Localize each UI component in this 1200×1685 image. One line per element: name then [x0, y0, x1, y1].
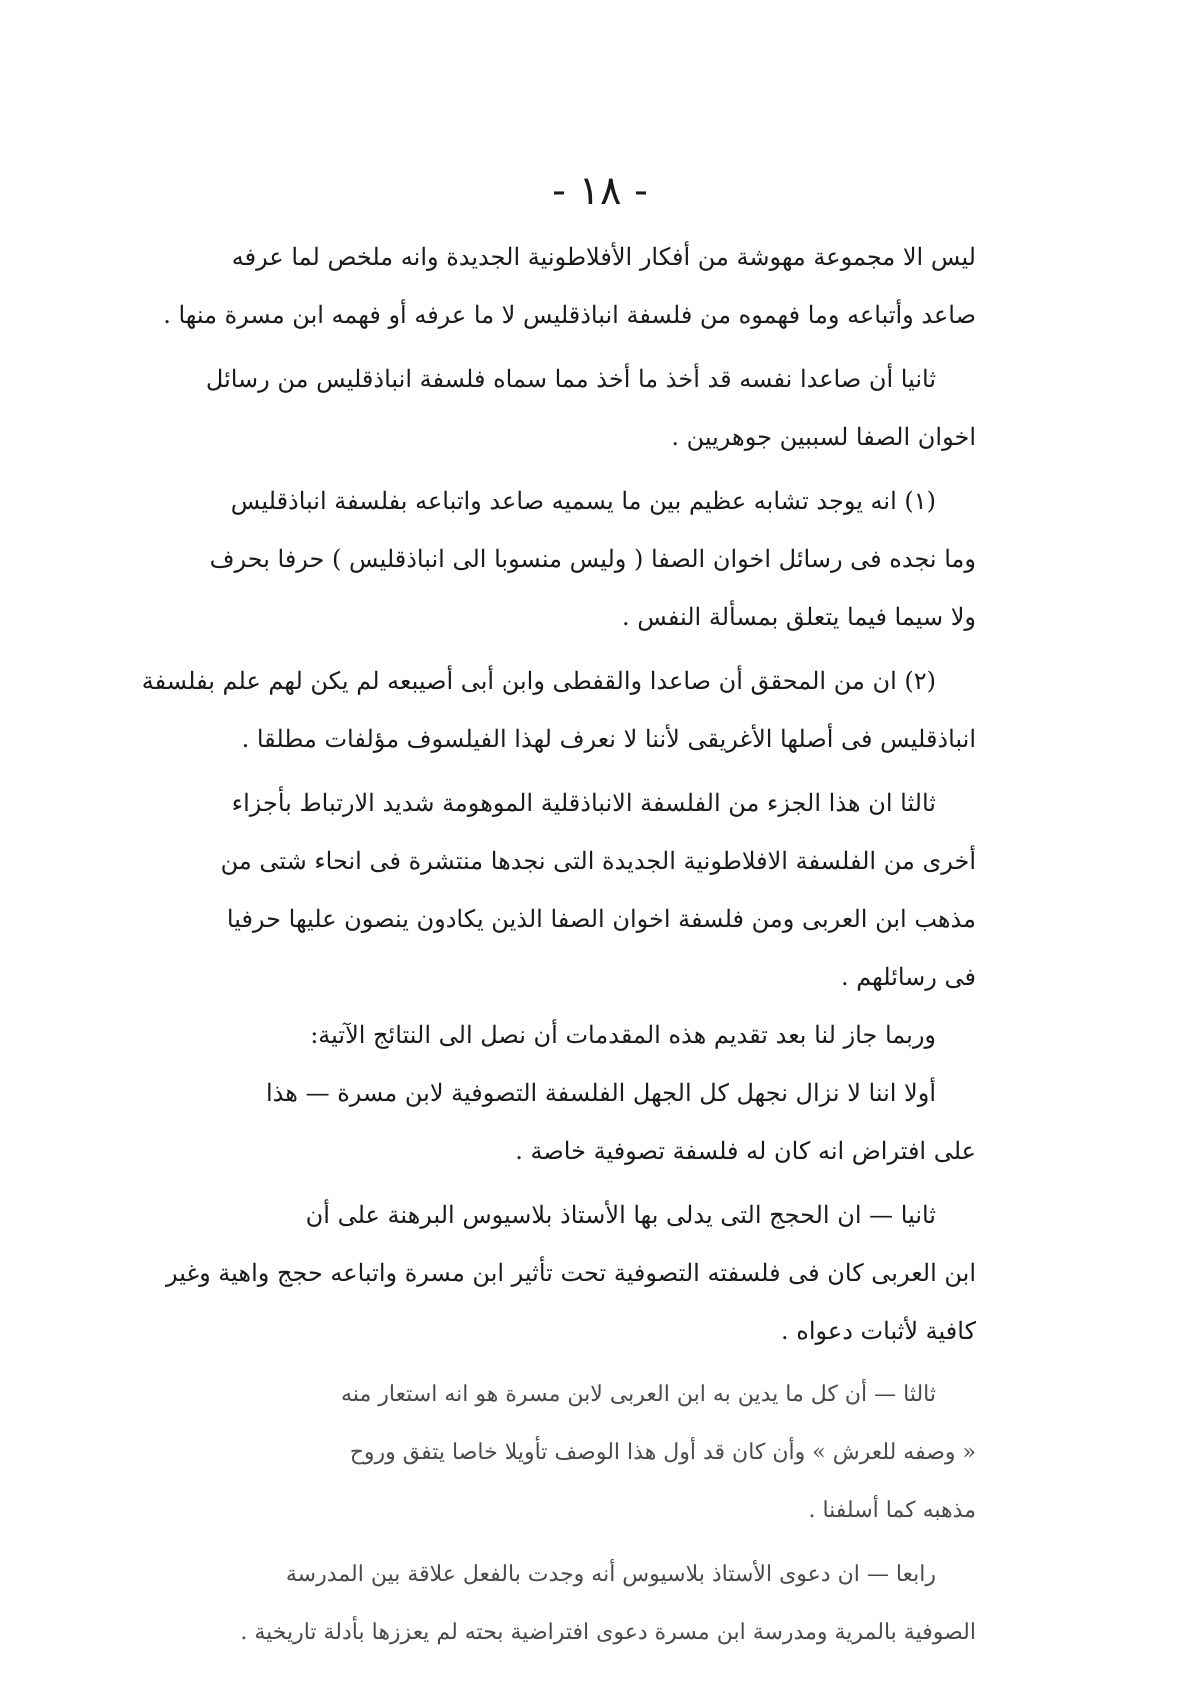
text-line: أخرى من الفلسفة الافلاطونية الجديدة التى نجدها منتشرة فى انحاء شتى من: [220, 847, 976, 875]
text-line: على افتراض انه كان له فلسفة تصوفية خاصة .: [515, 1137, 976, 1165]
text-line: أولا اننا لا نزال نجهل كل الجهل الفلسفة التصوفية لابن مسرة — هذا: [266, 1079, 936, 1107]
page-number: - ١٨ -: [552, 168, 648, 214]
text-line: صاعد وأتباعه وما فهموه من فلسفة انباذقليس لا ما عرفه أو فهمه ابن مسرة منها .: [163, 301, 976, 329]
text-line: ثالثا — أن كل ما يدين به ابن العربى لابن مسرة هو انه استعار منه: [341, 1382, 936, 1407]
body-text: [141, 228, 976, 1662]
text-line: ابن العربى كان فى فلسفته التصوفية تحت تأثير ابن مسرة واتباعه حجج واهية وغير: [166, 1259, 976, 1287]
text-line: ولا سيما فيما يتعلق بمسألة النفس .: [622, 603, 976, 631]
text-line: ليس الا مجموعة مهوشة من أفكار الأفلاطونية الجديدة وانه ملخص لما عرفه: [231, 243, 976, 271]
text-line: ثانيا — ان الحجج التى يدلى بها الأستاذ بلاسيوس البرهنة على أن: [305, 1201, 936, 1229]
text-line: (١) انه يوجد تشابه عظيم بين ما يسميه صاعد واتباعه بفلسفة انباذقليس: [230, 487, 936, 515]
text-line: ثانيا أن صاعدا نفسه قد أخذ ما أخذ مما سماه فلسفة انباذقليس من رسائل: [205, 365, 936, 393]
text-line: رابعا — ان دعوى الأستاذ بلاسيوس أنه وجدت بالفعل علاقة بين المدرسة: [285, 1562, 936, 1587]
text-line: مذهب ابن العربى ومن فلسفة اخوان الصفا الذين يكادون ينصون عليها حرفيا: [226, 905, 976, 933]
text-line: كافية لأثبات دعواه .: [781, 1317, 976, 1345]
text-line: وما نجده فى رسائل اخوان الصفا ( وليس منسوبا الى انباذقليس ) حرفا بحرف: [209, 545, 976, 573]
text-line: مذهبه كما أسلفنا .: [808, 1498, 976, 1523]
text-line: وربما جاز لنا بعد تقديم هذه المقدمات أن نصل الى النتائج الآتية:: [310, 1021, 936, 1049]
text-line: ثالثا ان هذا الجزء من الفلسفة الانباذقلية الموهومة شديد الارتباط بأجزاء: [231, 789, 936, 817]
text-line: اخوان الصفا لسببين جوهريين .: [671, 423, 976, 451]
text-line: (٢) ان من المحقق أن صاعدا والقفطى وابن أبى أصيبعه لم يكن لهم علم بفلسفة: [141, 667, 936, 695]
text-line: فى رسائلهم .: [840, 963, 976, 991]
text-line: الصوفية بالمرية ومدرسة ابن مسرة دعوى افتراضية بحته لم يعززها بأدلة تاريخية .: [240, 1620, 976, 1645]
text-line: « وصفه للعرش » وأن كان قد أول هذا الوصف تأويلا خاصا يتفق وروح: [349, 1440, 976, 1465]
text-line: انباذقليس فى أصلها الأغريقى لأننا لا نعرف لهذا الفيلسوف مؤلفات مطلقا .: [241, 725, 976, 753]
